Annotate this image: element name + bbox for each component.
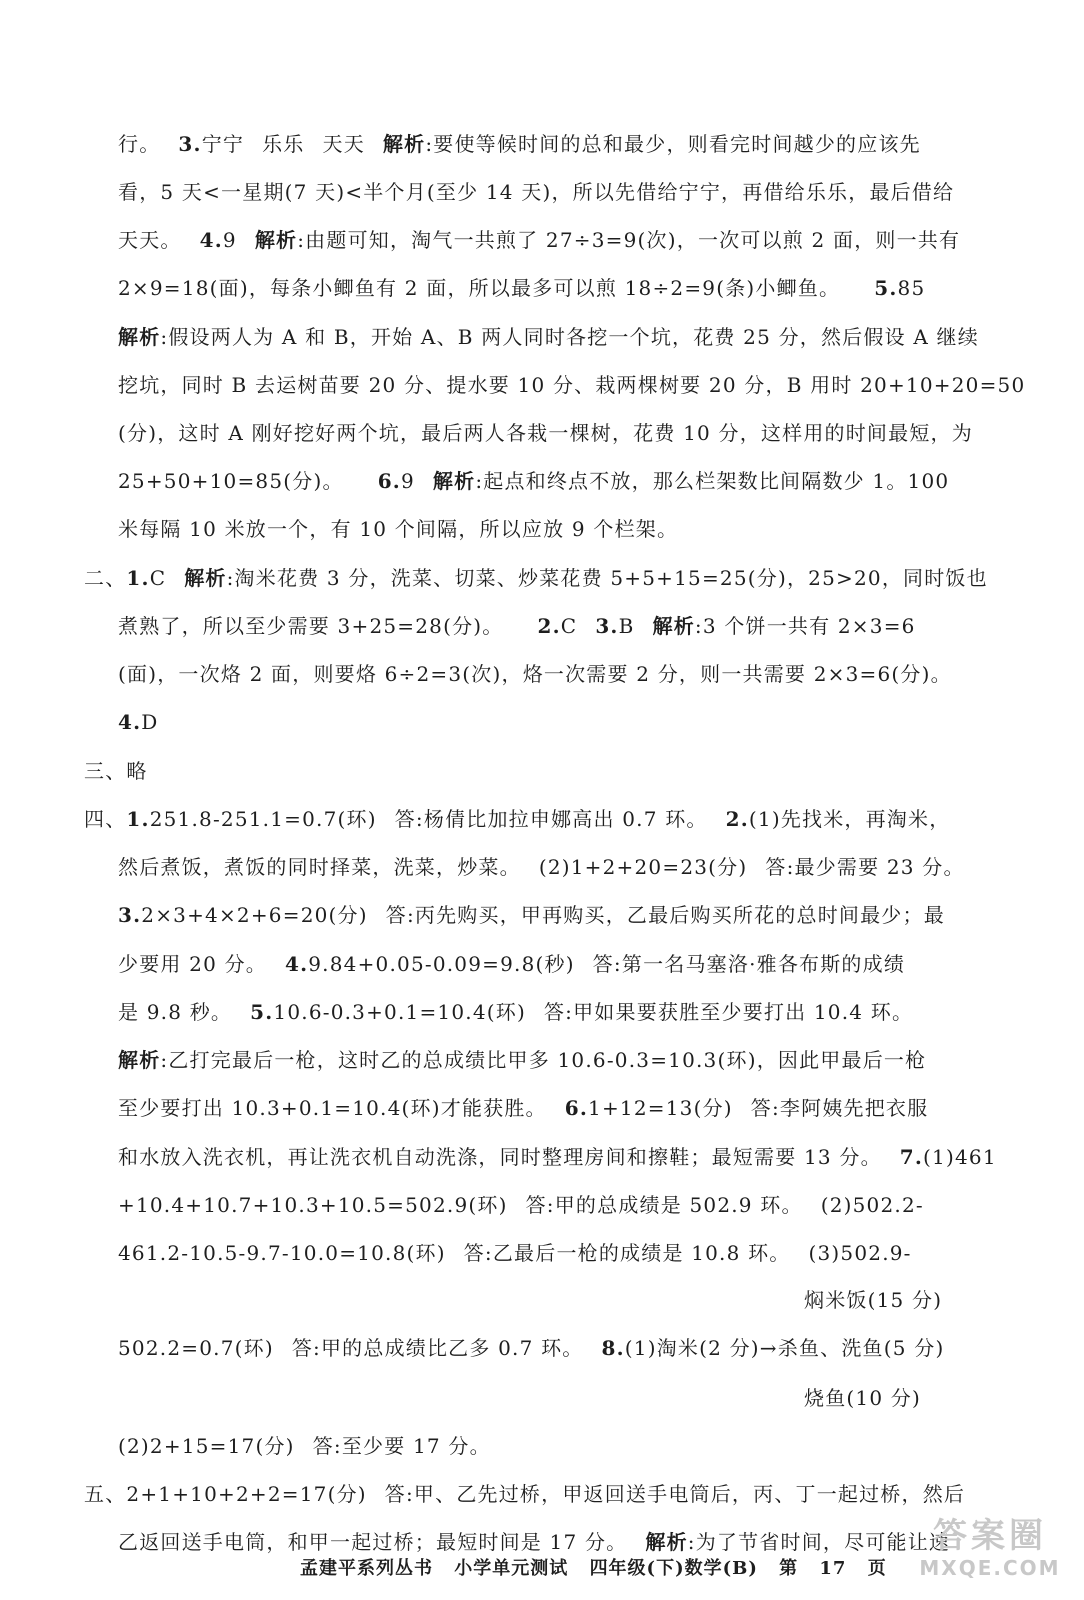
footer-page: 第 17 页	[779, 1558, 887, 1579]
text-line: 2×9=18(面)，每条小鲫鱼有 2 面，所以最多可以煎 18÷2=9(条)小鲫鱼。 5.85	[118, 276, 926, 300]
text-line: 502.2=0.7(环) 答:甲的总成绩比乙多 0.7 环。 8.(1)淘米(2 分)→杀鱼、洗鱼(5 分)	[118, 1336, 945, 1360]
footer-book: 小学单元测试	[454, 1558, 569, 1579]
text-line: 三、略	[84, 759, 148, 783]
text-line: 米每隔 10 米放一个，有 10 个间隔，所以应放 9 个栏架。	[118, 517, 679, 541]
text-line: (2)2+15=17(分) 答:至少要 17 分。	[118, 1434, 491, 1458]
text-line: 3.2×3+4×2+6=20(分) 答:丙先购买，甲再购买，乙最后购买所花的总时间最少；最	[118, 903, 945, 927]
text-line: 解析:假设两人为 A 和 B，开始 A、B 两人同时各挖一个坑，花费 25 分，然后假设 A 继续	[118, 325, 979, 349]
footer-series: 孟建平系列丛书	[300, 1558, 433, 1579]
text-line: (分)，这时 A 刚好挖好两个坑，最后两人各栽一棵树，花费 10 分，这样用的时间最短，为	[118, 421, 973, 445]
text-line: 25+50+10=85(分)。 6.9 解析:起点和终点不放，那么栏架数比间隔数少 1。100	[118, 469, 950, 493]
text-line: 解析:乙打完最后一枪，这时乙的总成绩比甲多 10.6-0.3=10.3(环)，因此甲最后一枪	[118, 1048, 927, 1072]
text-line: 天天。 4.9 解析:由题可知，淘气一共煎了 27÷3=9(次)，一次可以煎 2 面，则一共有	[118, 228, 961, 252]
page-footer	[300, 1554, 901, 1580]
text-line: (面)，一次烙 2 面，则要烙 6÷2=3(次)，烙一次需要 2 分，则一共需要 2×3=6(分)。	[118, 662, 952, 686]
text-line: 二、1.C 解析:淘米花费 3 分，洗菜、切菜、炒菜花费 5+5+15=25(分)，25>20，同时饭也	[84, 566, 988, 590]
text-line: 看，5 天<一星期(7 天)<半个月(至少 14 天)，所以先借给宁宁，再借给乐乐，最后借给	[118, 180, 955, 204]
text-line: 至少要打出 10.3+0.1=10.4(环)才能获胜。 6.1+12=13(分) 答:李阿姨先把衣服	[118, 1096, 929, 1120]
text-line: 五、2+1+10+2+2=17(分) 答:甲、乙先过桥，甲返回送手电筒后，丙、丁一起过桥，然后	[84, 1482, 966, 1506]
text-line: 是 9.8 秒。 5.10.6-0.3+0.1=10.4(环) 答:甲如果要获胜至少要打出 10.4 环。	[118, 1000, 914, 1024]
footer-grade: 四年级(下)数学(B)	[589, 1558, 758, 1579]
flow-step-label: 烧鱼(10 分)	[804, 1386, 922, 1410]
text-line: 挖坑，同时 B 去运树苗要 20 分、提水要 10 分、栽两棵树要 20 分，B 用时 20+10+20=50	[118, 373, 1026, 397]
flow-step-label: 焖米饭(15 分)	[804, 1288, 943, 1312]
text-line: 少要用 20 分。 4.9.84+0.05-0.09=9.8(秒) 答:第一名马塞洛·雅各布斯的成绩	[118, 952, 906, 976]
text-line: 行。 3.宁宁 乐乐 天天 解析:要使等候时间的总和最少，则看完时间越少的应该先	[118, 132, 921, 156]
text-line: 然后煮饭，煮饭的同时择菜，洗菜，炒菜。 (2)1+2+20=23(分) 答:最少需要 23 分。	[118, 855, 965, 879]
text-line: 煮熟了，所以至少需要 3+25=28(分)。 2.C 3.B 解析:3 个饼一共有 2×3=6	[118, 614, 916, 638]
text-line: 和水放入洗衣机，再让洗衣机自动洗涤，同时整理房间和擦鞋；最短需要 13 分。 7.(1)461	[118, 1145, 997, 1169]
text-line: 4.D	[118, 710, 159, 734]
text-line: +10.4+10.7+10.3+10.5=502.9(环) 答:甲的总成绩是 502.9 环。 (2)502.2-	[118, 1193, 924, 1217]
text-line: 乙返回送手电筒，和甲一起过桥；最短时间是 17 分。 解析:为了节省时间，尽可能让速	[118, 1530, 951, 1554]
text-line: 四、1.251.8-251.1=0.7(环) 答:杨倩比加拉申娜高出 0.7 环。 2.(1)先找米，再淘米，	[84, 807, 951, 831]
text-line: 461.2-10.5-9.7-10.0=10.8(环) 答:乙最后一枪的成绩是 10.8 环。 (3)502.9-	[118, 1241, 912, 1265]
watermark-logo: 答案圈 MXQE.COM	[919, 1516, 1061, 1580]
